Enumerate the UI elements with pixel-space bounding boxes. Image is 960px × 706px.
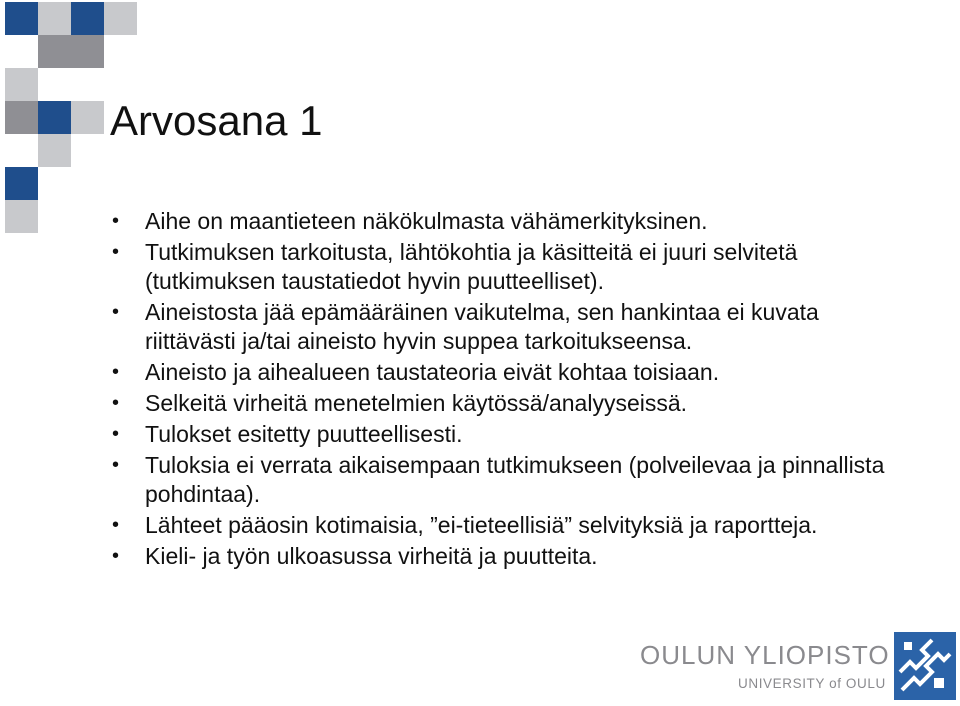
bullet-dot-icon: •: [112, 423, 120, 445]
logo-name: OULUN YLIOPISTO: [640, 640, 890, 670]
decor-square: [38, 2, 71, 35]
bullet-dot-icon: •: [112, 454, 120, 476]
decor-square: [5, 2, 38, 35]
decor-square: [38, 101, 71, 134]
decor-square: [71, 35, 104, 68]
bullet-dot-icon: •: [112, 514, 120, 536]
decor-square: [71, 2, 104, 35]
bullet-dot-icon: •: [112, 545, 120, 567]
bullet-list: [110, 207, 910, 573]
slide-title: Arvosana 1: [110, 97, 323, 144]
bullet-item: • Aineistosta jää epämääräinen vaikutelma, sen hankintaa ei kuvata riittävästi ja/tai aineisto hyvin suppea tarkoitukseensa.: [112, 299, 819, 354]
decor-square: [38, 134, 71, 167]
bullet-item: • Kieli- ja työn ulkoasussa virheitä ja puutteita.: [112, 543, 598, 569]
decor-square: [5, 68, 38, 101]
decor-square: [5, 167, 38, 200]
bullet-dot-icon: •: [112, 210, 120, 232]
bullet-item: • Selkeitä virheitä menetelmien käytössä/analyyseissä.: [112, 390, 688, 416]
bullet-item: • Aineisto ja aihealueen taustateoria eivät kohtaa toisiaan.: [112, 359, 720, 385]
bullet-item: • Lähteet pääosin kotimaisia, ”ei-tieteellisiä” selvityksiä ja raportteja.: [112, 512, 818, 538]
decor-square: [5, 200, 38, 233]
decor-square: [38, 35, 71, 68]
bullet-dot-icon: •: [112, 361, 120, 383]
bullet-item: • Aihe on maantieteen näkökulmasta vähämerkityksinen.: [112, 208, 708, 234]
bullet-item: • Tuloksia ei verrata aikaisempaan tutkimukseen (polveilevaa ja pinnallista pohdintaa).: [112, 452, 885, 507]
bullet-item: • Tulokset esitetty puutteellisesti.: [112, 421, 463, 447]
decor-square: [104, 2, 137, 35]
bullet-dot-icon: •: [112, 301, 120, 323]
decor-square: [71, 101, 104, 134]
university-logo: [640, 626, 960, 706]
logo-subtitle: UNIVERSITY of OULU: [738, 676, 886, 691]
bullet-item: • Tutkimuksen tarkoitusta, lähtökohtia ja käsitteitä ei juuri selvitetä (tutkimuksen taustatiedot hyvin puutteelliset).: [112, 239, 798, 294]
bullet-dot-icon: •: [112, 241, 120, 263]
decor-square: [5, 101, 38, 134]
university-emblem-icon: [894, 632, 956, 700]
bullet-dot-icon: •: [112, 392, 120, 414]
